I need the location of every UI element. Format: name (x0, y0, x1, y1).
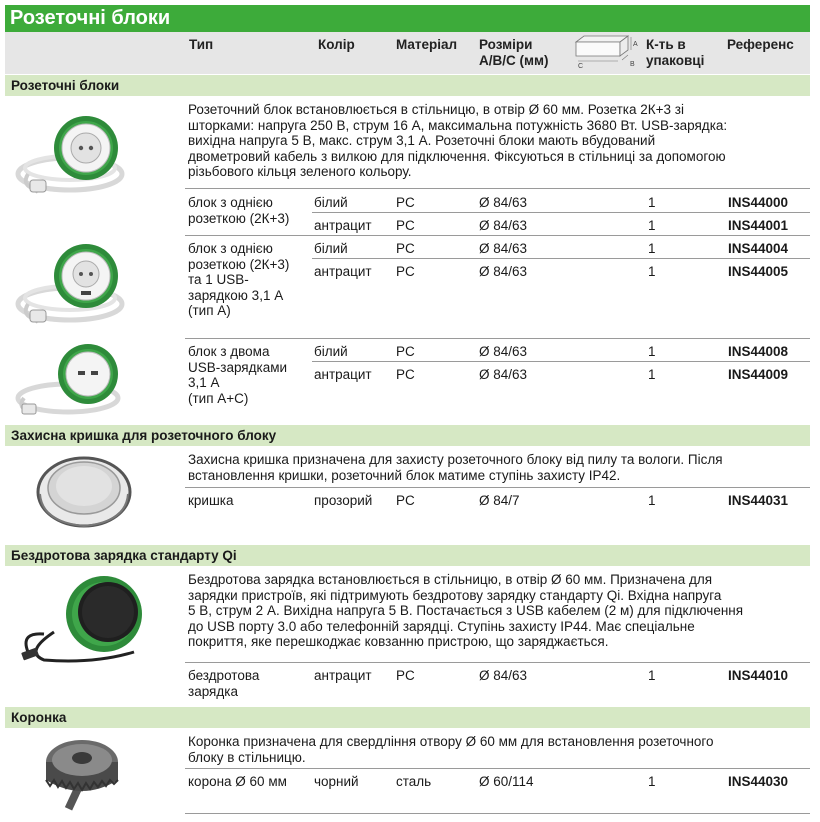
row-color: прозорий (314, 493, 373, 508)
page-title: Розеточні блоки (5, 5, 810, 32)
divider (185, 188, 810, 189)
row-color: білий (314, 241, 348, 256)
crown-description: Коронка призначена для свердління отвору Ø 60 мм для встановлення розеточного блоку в стільницю. (188, 734, 714, 765)
section-wireless-title: Бездротова зарядка стандарту Qi (5, 545, 810, 566)
cover-image (30, 452, 140, 530)
row-type: корона Ø 60 мм (188, 774, 287, 789)
row-color: антрацит (314, 218, 372, 233)
row-quantity: 1 (648, 668, 656, 683)
group1-type: блок з однією розеткою (2К+3) (188, 195, 290, 226)
row-color: антрацит (314, 264, 372, 279)
row-quantity: 1 (648, 241, 656, 256)
row-color: антрацит (314, 367, 372, 382)
row-quantity: 1 (648, 264, 656, 279)
dim-b-label: B (630, 61, 635, 68)
dim-c-label: C (578, 63, 584, 70)
socket-block-image (8, 108, 168, 200)
row-quantity: 1 (648, 774, 656, 789)
divider (185, 487, 810, 488)
header-reference: Референс (727, 37, 794, 52)
row-material: PC (396, 218, 415, 233)
header-quantity: К-ть в упаковці (646, 37, 705, 68)
row-dimensions: Ø 60/114 (479, 774, 534, 789)
row-reference: INS44030 (728, 774, 789, 789)
row-reference: INS44005 (728, 264, 789, 279)
row-dimensions: Ø 84/7 (479, 493, 520, 508)
dimensions-diagram-icon (570, 32, 640, 72)
divider (312, 361, 810, 362)
dim-a-label: A (633, 41, 638, 48)
row-type: бездротова зарядка (188, 668, 260, 699)
row-reference: INS44000 (728, 195, 789, 210)
row-material: PC (396, 264, 415, 279)
divider (185, 338, 810, 339)
usb-block-image (8, 340, 168, 420)
row-dimensions: Ø 84/63 (479, 195, 528, 210)
divider (312, 258, 810, 259)
row-dimensions: Ø 84/63 (479, 241, 528, 256)
row-material: PC (396, 241, 415, 256)
wireless-charger-image (14, 572, 174, 667)
header-material: Матеріал (396, 37, 458, 52)
divider (185, 768, 810, 769)
header-dimensions: Розміри A/B/C (мм) (479, 37, 549, 68)
socket-usb-block-image (8, 238, 168, 330)
header-color: Колір (318, 37, 355, 52)
row-quantity: 1 (648, 493, 656, 508)
row-dimensions: Ø 84/63 (479, 264, 528, 279)
row-material: PC (396, 344, 415, 359)
section-cover-title: Захисна кришка для розеточного блоку (5, 425, 810, 446)
row-material: сталь (396, 774, 432, 789)
sockets-description: Розеточний блок встановлюється в стільницю, в отвір Ø 60 мм. Розетка 2К+3 зі шторками: напруга 250 В, струм 16 А, максимальна потужність 3680 Вт. USB-зарядка: вихідна напруга 5 В, макс. струм 3,1 А. Розеточні блоки мають вбудований двометровий кабель з вилкою для підключення. Фіксуються в стільниці за допомогою різьбового кільця зеленого кольору. (188, 102, 728, 179)
row-reference: INS44008 (728, 344, 789, 359)
row-quantity: 1 (648, 195, 656, 210)
row-material: PC (396, 668, 415, 683)
cover-description: Захисна кришка призначена для захисту розеточного блоку від пилу та вологи. Після встановлення кришки, розеточний блок матиме ступінь захисту IP42. (188, 452, 723, 483)
row-quantity: 1 (648, 218, 656, 233)
header-type: Тип (189, 37, 214, 52)
row-reference: INS44031 (728, 493, 789, 508)
section-crown-title: Коронка (5, 707, 810, 728)
row-reference: INS44004 (728, 241, 789, 256)
row-color: білий (314, 344, 348, 359)
row-color: білий (314, 195, 348, 210)
row-quantity: 1 (648, 367, 656, 382)
row-dimensions: Ø 84/63 (479, 218, 528, 233)
row-color: чорний (314, 774, 359, 789)
hole-saw-image (24, 732, 134, 814)
row-dimensions: Ø 84/63 (479, 668, 528, 683)
wireless-description: Бездротова зарядка встановлюється в стільницю, в отвір Ø 60 мм. Призначена для зарядки пристроїв, які підтримують бездротову зарядку стандарту Qi. Вхідна напруга 5 В, струм 2 А. Вихідна напруга 5 В. Постачається з USB кабелем (2 м) для підключення до USB порту 3.0 або телефонній зарядці. Ступінь захисту IP44. Має спеціальне покриття, яке перешкоджає ковзанню пристрою, що заряджається. (188, 572, 744, 649)
section-sockets-title: Розеточні блоки (5, 75, 810, 96)
group3-type: блок з двома USB-зарядками 3,1 А (тип А+С) (188, 344, 288, 406)
row-material: PC (396, 493, 415, 508)
row-dimensions: Ø 84/63 (479, 367, 528, 382)
row-dimensions: Ø 84/63 (479, 344, 528, 359)
row-reference: INS44009 (728, 367, 789, 382)
divider (185, 813, 810, 814)
row-quantity: 1 (648, 344, 656, 359)
column-header (5, 32, 810, 74)
row-color: антрацит (314, 668, 372, 683)
row-type: кришка (188, 493, 234, 508)
row-material: PC (396, 195, 415, 210)
divider (185, 662, 810, 663)
group2-type: блок з однією розеткою (2К+3) та 1 USB- зарядкою 3,1 А (тип А) (188, 241, 290, 318)
row-material: PC (396, 367, 415, 382)
divider (185, 235, 810, 236)
row-reference: INS44001 (728, 218, 789, 233)
divider (312, 212, 810, 213)
row-reference: INS44010 (728, 668, 789, 683)
